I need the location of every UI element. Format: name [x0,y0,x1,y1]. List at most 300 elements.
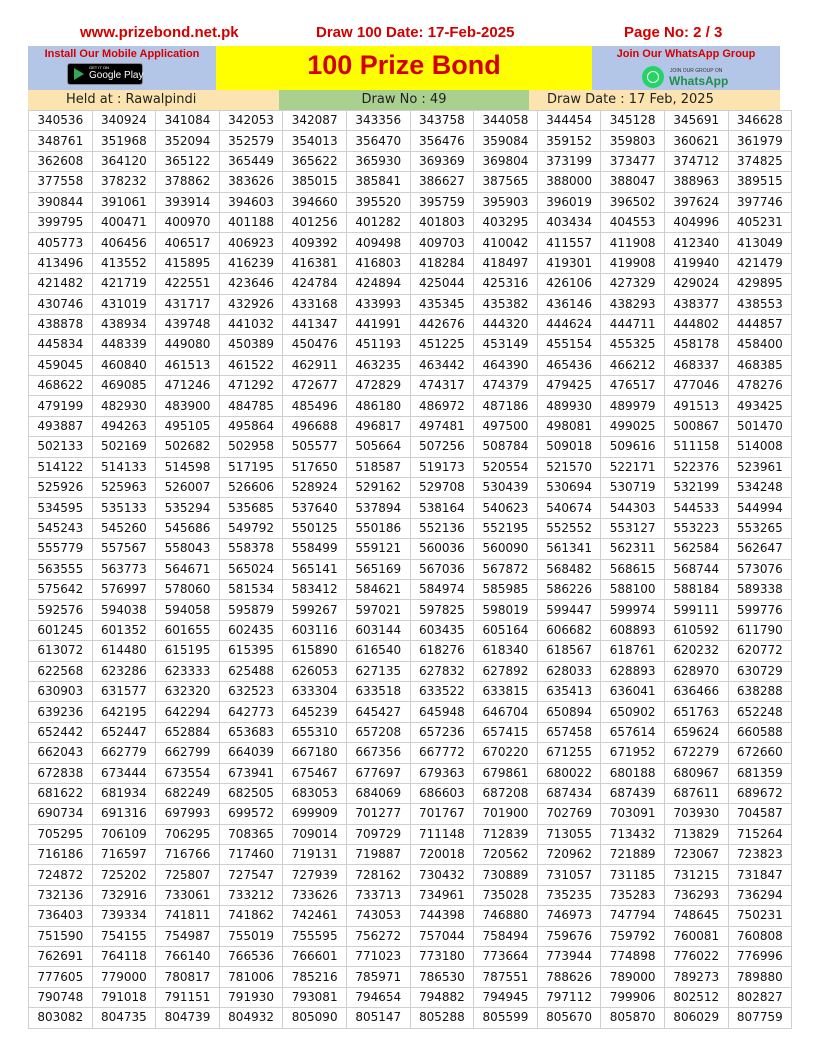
whatsapp-icon[interactable] [642,66,664,88]
bond-number-cell: 448339 [92,335,156,355]
bond-number-cell: 681359 [728,763,792,783]
bond-number-cell: 405773 [29,233,93,253]
table-row [29,722,792,742]
table-row [29,824,792,844]
bond-number-cell: 395520 [346,192,410,212]
bond-number-cell: 552552 [537,518,601,538]
bond-number-cell: 496817 [346,416,410,436]
bond-number-cell: 360621 [664,131,728,151]
bond-number-cell: 359084 [474,131,538,151]
bond-number-cell: 344058 [474,111,538,131]
bond-number-cell: 476517 [601,376,665,396]
bond-number-cell: 773664 [474,947,538,967]
bond-number-cell: 681934 [92,783,156,803]
bond-number-cell: 713055 [537,824,601,844]
bond-number-cell: 599111 [664,600,728,620]
bond-number-cell: 486972 [410,396,474,416]
table-row [29,906,792,926]
bond-number-cell: 469085 [92,376,156,396]
bond-number-cell: 721889 [601,845,665,865]
site-url[interactable]: www.prizebond.net.pk [80,24,239,41]
bond-number-cell: 708365 [219,824,283,844]
bond-number-cell: 662779 [92,743,156,763]
bond-number-cell: 388047 [601,172,665,192]
bond-number-cell: 364120 [92,151,156,171]
bond-number-cell: 491513 [664,396,728,416]
bond-number-cell: 773944 [537,947,601,967]
held-at: Held at : Rawalpindi [66,92,197,107]
bond-number-cell: 472829 [346,376,410,396]
bond-number-cell: 633522 [410,681,474,701]
bond-number-cell: 378862 [156,172,220,192]
table-row [29,478,792,498]
bond-number-cell: 631577 [92,681,156,701]
bond-number-cell: 605164 [474,620,538,640]
bond-number-cell: 709729 [346,824,410,844]
bond-number-cell: 732916 [92,885,156,905]
table-row [29,845,792,865]
bond-number-cell: 806029 [664,1008,728,1028]
bond-number-cell: 727939 [283,865,347,885]
bond-number-cell: 759676 [537,926,601,946]
bond-number-cell: 365930 [346,151,410,171]
bond-number-cell: 786530 [410,967,474,987]
bond-number-cell: 805599 [474,1008,538,1028]
play-store-icon [74,68,84,80]
bond-number-cell: 625488 [219,661,283,681]
draw-date: Draw Date : 17 Feb, 2025 [547,92,714,107]
bond-number-cell: 442676 [410,314,474,334]
bond-number-cell: 794654 [346,987,410,1007]
whatsapp-join-text: Join Our WhatsApp Group [616,48,756,60]
bond-number-cell: 794882 [410,987,474,1007]
bond-number-cell: 444624 [537,314,601,334]
bond-number-cell: 583412 [283,579,347,599]
bond-number-cell: 777605 [29,967,93,987]
bond-number-cell: 732136 [29,885,93,905]
bond-number-cell: 787551 [474,967,538,987]
bond-number-cell: 610592 [664,620,728,640]
bond-number-cell: 586226 [537,579,601,599]
bond-number-cell: 429895 [728,274,792,294]
title-box [216,46,592,90]
bond-number-cell: 597021 [346,600,410,620]
bond-number-cell: 406923 [219,233,283,253]
bond-number-cell: 565169 [346,559,410,579]
bond-number-cell: 526007 [156,478,220,498]
bond-number-cell: 444320 [474,314,538,334]
bond-number-cell: 453149 [474,335,538,355]
table-row [29,355,792,375]
bond-number-cell: 670220 [474,743,538,763]
bond-number-cell: 406517 [156,233,220,253]
bond-number-cell: 771023 [346,947,410,967]
bond-number-cell: 427329 [601,274,665,294]
bond-number-cell: 401256 [283,212,347,232]
bond-number-cell: 652442 [29,722,93,742]
bond-number-cell: 478276 [728,376,792,396]
bond-number-cell: 805090 [283,1008,347,1028]
bond-number-cell: 474379 [474,376,538,396]
bond-number-cell: 493425 [728,396,792,416]
bond-number-cell: 388000 [537,172,601,192]
bond-number-cell: 373477 [601,151,665,171]
bond-number-cell: 394603 [219,192,283,212]
bond-number-cell: 733626 [283,885,347,905]
bond-number-cell: 628893 [601,661,665,681]
bond-number-cell: 365449 [219,151,283,171]
bond-number-cell: 608893 [601,620,665,640]
bond-number-cell: 723823 [728,845,792,865]
bond-number-cell: 603144 [346,620,410,640]
bond-number-cell: 460840 [92,355,156,375]
bond-number-cell: 709014 [283,824,347,844]
bond-number-cell: 728162 [346,865,410,885]
bond-number-cell: 362608 [29,151,93,171]
bond-number-cell: 468385 [728,355,792,375]
bond-number-cell: 409498 [346,233,410,253]
bond-number-cell: 755595 [283,926,347,946]
bond-number-cell: 521570 [537,457,601,477]
bond-number-cell: 785216 [283,967,347,987]
bond-number-cell: 650894 [537,702,601,722]
bond-number-cell: 776022 [664,947,728,967]
draw-number-cell [279,90,529,110]
bond-number-cell: 514008 [728,437,792,457]
bond-number-cell: 462911 [283,355,347,375]
banner [28,46,780,90]
bond-number-cell: 606682 [537,620,601,640]
bond-number-cell: 430746 [29,294,93,314]
bond-number-cell: 373199 [537,151,601,171]
bond-number-cell: 599974 [601,600,665,620]
bond-number-cell: 794945 [474,987,538,1007]
bond-number-cell: 514598 [156,457,220,477]
bond-number-cell: 396502 [601,192,665,212]
bond-number-cell: 646704 [474,702,538,722]
bond-number-cell: 464390 [474,355,538,375]
table-row [29,743,792,763]
bond-number-cell: 558499 [283,539,347,559]
bond-number-cell: 642195 [92,702,156,722]
bond-number-cell: 558378 [219,539,283,559]
bond-number-cell: 633518 [346,681,410,701]
bond-number-cell: 805147 [346,1008,410,1028]
bond-number-cell: 356476 [410,131,474,151]
whatsapp-label[interactable]: WhatsApp [669,74,729,88]
table-row [29,335,792,355]
bond-number-cell: 345691 [664,111,728,131]
bond-number-cell: 731057 [537,865,601,885]
bond-number-cell: 438553 [728,294,792,314]
bond-number-cell: 356470 [346,131,410,151]
bond-number-cell: 537640 [283,498,347,518]
bond-number-cell: 711148 [410,824,474,844]
table-row [29,376,792,396]
bond-number-cell: 562584 [664,539,728,559]
bond-number-cell: 444802 [664,314,728,334]
bond-number-cell: 731847 [728,865,792,885]
bond-number-cell: 645427 [346,702,410,722]
bond-number-cell: 717460 [219,845,283,865]
bond-number-cell: 703091 [601,804,665,824]
bond-number-cell: 616540 [346,641,410,661]
bond-number-cell: 701767 [410,804,474,824]
bond-number-cell: 706109 [92,824,156,844]
bond-number-cell: 500867 [664,416,728,436]
bond-number-cell: 397746 [728,192,792,212]
bond-number-cell: 597825 [410,600,474,620]
bond-number-cell: 805288 [410,1008,474,1028]
bond-number-cell: 789880 [728,967,792,987]
bond-number-cell: 630903 [29,681,93,701]
bond-number-cell: 684069 [346,783,410,803]
table-row [29,253,792,273]
bond-number-cell: 633304 [283,681,347,701]
bond-number-cell: 805870 [601,1008,665,1028]
bond-number-cell: 553223 [664,518,728,538]
bond-number-cell: 799906 [601,987,665,1007]
bond-number-cell: 620232 [664,641,728,661]
bond-number-cell: 724872 [29,865,93,885]
bond-number-cell: 615395 [219,641,283,661]
table-row [29,294,792,314]
bond-number-cell: 374825 [728,151,792,171]
page-number: Page No: 2 / 3 [624,24,723,41]
bond-number-cell: 472677 [283,376,347,396]
bond-number-cell: 345128 [601,111,665,131]
bond-number-cell: 599776 [728,600,792,620]
bond-number-cell: 662043 [29,743,93,763]
bond-number-cell: 672838 [29,763,93,783]
bond-number-cell: 483900 [156,396,220,416]
bond-number-cell: 599447 [537,600,601,620]
table-row [29,926,792,946]
bond-number-cell: 611790 [728,620,792,640]
bond-number-cell: 733061 [156,885,220,905]
bond-number-cell: 369804 [474,151,538,171]
bond-number-cell: 751590 [29,926,93,946]
bond-number-cell: 588184 [664,579,728,599]
bond-number-cell: 760808 [728,926,792,946]
bond-number-cell: 664039 [219,743,283,763]
bond-number-cell: 804739 [156,1008,220,1028]
bond-number-cell: 416803 [346,253,410,273]
bond-number-cell: 584621 [346,579,410,599]
bond-number-cell: 535133 [92,498,156,518]
bond-number-cell: 540623 [474,498,538,518]
bond-number-cell: 418284 [410,253,474,273]
bond-number-cell: 441032 [219,314,283,334]
bond-number-cell: 785971 [346,967,410,987]
draw-date-heading: Draw 100 Date: 17-Feb-2025 [316,24,515,41]
bond-number-cell: 730432 [410,865,474,885]
bond-number-cell: 479199 [29,396,93,416]
bond-number-cell: 584974 [410,579,474,599]
bond-number-cell: 797112 [537,987,601,1007]
table-row [29,681,792,701]
bond-number-cell: 601245 [29,620,93,640]
bond-number-cell: 538164 [410,498,474,518]
bond-number-cell: 425316 [474,274,538,294]
bond-number-cell: 530694 [537,478,601,498]
bond-number-cell: 567036 [410,559,474,579]
bond-number-cell: 479425 [537,376,601,396]
bond-number-cell: 484785 [219,396,283,416]
google-play-badge[interactable] [67,63,143,85]
bond-number-cell: 522376 [664,457,728,477]
bond-number-cell: 671952 [601,743,665,763]
bond-number-cell: 746973 [537,906,601,926]
bond-number-cell: 365122 [156,151,220,171]
bond-number-cell: 735028 [474,885,538,905]
bond-number-cell: 474317 [410,376,474,396]
bond-number-cell: 465436 [537,355,601,375]
bond-number-cell: 788626 [537,967,601,987]
bond-number-cell: 471246 [156,376,220,396]
bond-number-cell: 418497 [474,253,538,273]
bond-number-cell: 615890 [283,641,347,661]
bond-number-cell: 592576 [29,600,93,620]
bond-number-cell: 561341 [537,539,601,559]
bond-number-cell: 489979 [601,396,665,416]
table-row [29,457,792,477]
bond-number-cell: 639236 [29,702,93,722]
bond-number-cell: 553127 [601,518,665,538]
bond-number-cell: 487186 [474,396,538,416]
bond-number-cell: 642773 [219,702,283,722]
bond-number-cell: 581534 [219,579,283,599]
bond-number-cell: 495105 [156,416,220,436]
bond-number-cell: 365622 [283,151,347,171]
bond-number-cell: 701277 [346,804,410,824]
bond-number-cell: 766536 [219,947,283,967]
bond-number-cell: 802827 [728,987,792,1007]
bond-number-cell: 497500 [474,416,538,436]
bond-number-cell: 677697 [346,763,410,783]
bond-number-cell: 755019 [219,926,283,946]
bond-number-cell: 497481 [410,416,474,436]
bond-number-cell: 520554 [474,457,538,477]
bond-number-cell: 435382 [474,294,538,314]
bond-number-cell: 341084 [156,111,220,131]
bond-number-cell: 468337 [664,355,728,375]
bond-number-cell: 395759 [410,192,474,212]
bond-number-cell: 766140 [156,947,220,967]
bond-number-cell: 529708 [410,478,474,498]
bond-number-cell: 413552 [92,253,156,273]
table-row [29,416,792,436]
bond-number-cell: 369369 [410,151,474,171]
bond-number-cell: 743053 [346,906,410,926]
bond-number-cell: 766601 [283,947,347,967]
bond-number-cell: 422551 [156,274,220,294]
bond-number-cell: 638288 [728,681,792,701]
bond-number-cell: 573076 [728,559,792,579]
bond-number-cell: 679861 [474,763,538,783]
bond-number-cell: 653683 [219,722,283,742]
bond-number-cell: 719887 [346,845,410,865]
table-row [29,498,792,518]
bond-number-cell: 468622 [29,376,93,396]
bond-number-cell: 385841 [346,172,410,192]
bond-number-cell: 754155 [92,926,156,946]
google-play-label: Google Play [89,70,144,81]
bond-number-cell: 409392 [283,233,347,253]
bond-number-cell: 741862 [219,906,283,926]
bond-number-cell: 660588 [728,722,792,742]
bond-number-cell: 555779 [29,539,93,559]
bond-number-cell: 450476 [283,335,347,355]
bond-number-cell: 537894 [346,498,410,518]
bond-number-cell: 683053 [283,783,347,803]
bond-number-cell: 585985 [474,579,538,599]
bond-number-cell: 764118 [92,947,156,967]
bond-number-cell: 635413 [537,681,601,701]
top-header [0,24,816,44]
bond-number-cell: 378232 [92,172,156,192]
bond-number-cell: 421479 [728,253,792,273]
bond-number-cell: 436146 [537,294,601,314]
bond-number-cell: 615195 [156,641,220,661]
bond-number-cell: 352094 [156,131,220,151]
bond-number-cell: 498081 [537,416,601,436]
bond-number-cell: 466212 [601,355,665,375]
bond-number-cell: 523961 [728,457,792,477]
bond-number-cell: 602435 [219,620,283,640]
bond-number-cell: 626053 [283,661,347,681]
bond-number-cell: 377558 [29,172,93,192]
bond-number-cell: 451225 [410,335,474,355]
bond-number-cell: 793081 [283,987,347,1007]
bond-number-cell: 528924 [283,478,347,498]
bond-number-cell: 545260 [92,518,156,538]
table-row [29,233,792,253]
bond-number-cell: 791151 [156,987,220,1007]
bond-number-cell: 789273 [664,967,728,987]
bond-number-cell: 727547 [219,865,283,885]
bond-number-cell: 650902 [601,702,665,722]
bond-number-cell: 432926 [219,294,283,314]
bond-number-cell: 444857 [728,314,792,334]
bond-number-cell: 390844 [29,192,93,212]
bond-number-cell: 657236 [410,722,474,742]
bond-number-cell: 618567 [537,641,601,661]
bond-number-cell: 651763 [664,702,728,722]
bond-number-cell: 403434 [537,212,601,232]
bond-number-cell: 748645 [664,906,728,926]
bond-number-cell: 431717 [156,294,220,314]
bond-number-cell: 568482 [537,559,601,579]
bond-number-cell: 719131 [283,845,347,865]
bond-number-cell: 652447 [92,722,156,742]
bond-number-cell: 450389 [219,335,283,355]
bond-number-cell: 545686 [156,518,220,538]
whatsapp-small-text: JOIN OUR GROUP ON [670,68,723,74]
bond-number-cell: 553265 [728,518,792,538]
bond-number-cell: 622568 [29,661,93,681]
bond-number-cell: 489930 [537,396,601,416]
bond-number-cell: 642294 [156,702,220,722]
bond-number-cell: 400970 [156,212,220,232]
draw-info-row [28,90,780,110]
bond-number-cell: 673444 [92,763,156,783]
bond-number-cell: 502958 [219,437,283,457]
table-row [29,314,792,334]
bond-number-cell: 517650 [283,457,347,477]
bond-number-cell: 433993 [346,294,410,314]
bond-number-cell: 439748 [156,314,220,334]
